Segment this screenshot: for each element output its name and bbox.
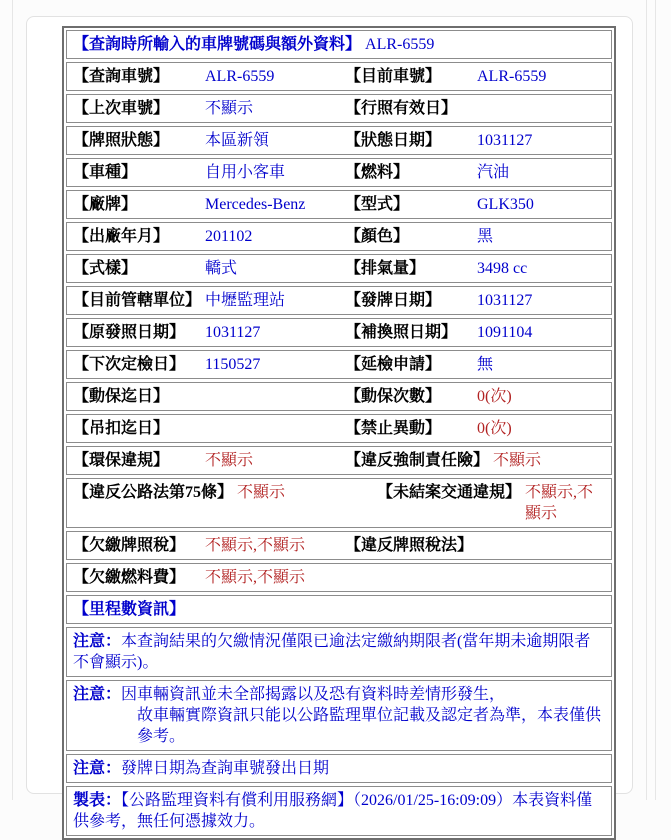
field-label-1: 【下次定檢日】 <box>73 356 186 373</box>
field-value-1: 1150527 <box>205 356 261 373</box>
field-label-2: 【排氣量】 <box>345 260 426 277</box>
field-label-1: 【動保迄日】 <box>73 388 170 405</box>
field-label-1: 【牌照狀態】 <box>73 132 170 149</box>
header-value: ALR-6559 <box>361 36 435 53</box>
field-value-1: 不顯示 <box>205 100 254 117</box>
field-value-1: 不顯示 <box>237 484 286 501</box>
field-label-1: 【環保違規】 <box>73 452 170 469</box>
field-label-2: 【發牌日期】 <box>345 292 442 309</box>
field-value-2: GLK350 <box>477 196 534 213</box>
field-label-1: 【吊扣迄日】 <box>73 420 170 437</box>
field-label-1: 【欠繳牌照稅】 <box>73 537 186 554</box>
frame-line-right-outer <box>655 0 656 800</box>
field-label-1: 【廠牌】 <box>73 196 138 213</box>
field-label-2: 【目前車號】 <box>345 68 442 85</box>
field-label-1: 【違反公路法第75條】 <box>73 484 234 501</box>
field-label-2: 【動保次數】 <box>345 388 442 405</box>
field-value-2: 1091104 <box>477 324 533 341</box>
table-row <box>66 563 612 592</box>
table-row <box>66 222 612 251</box>
table-row <box>66 286 612 315</box>
field-value-1: Mercedes-Benz <box>205 196 306 213</box>
note-text: 【公路監理資料有償利用服務網】（2026/01/25-16:09:09）本表資料僅供參考，無任何憑據效力。 <box>73 792 593 830</box>
field-label-2: 【禁止異動】 <box>345 420 442 437</box>
note-text: 本查詢結果的欠繳情況僅限已逾法定繳納期限者(當年期未逾期限者不會顯示)。 <box>73 633 591 671</box>
field-value-1: 中壢監理站 <box>205 292 286 309</box>
field-value-1: 201102 <box>205 228 253 245</box>
field-label-2: 【補換照日期】 <box>345 324 458 341</box>
field-value-2: 3498 cc <box>477 260 528 277</box>
table-row <box>66 382 612 411</box>
field-label-2: 【延檢申請】 <box>345 356 442 373</box>
note-text: 發牌日期為查詢車號發出日期 <box>121 760 330 777</box>
note-prefix: 注意： <box>73 633 122 650</box>
page-card <box>26 16 633 830</box>
field-label-2: 【違反強制責任險】 <box>345 452 490 469</box>
table-row <box>66 318 612 347</box>
table-header-row <box>66 30 612 59</box>
field-value-2: ALR-6559 <box>477 68 547 85</box>
field-value-2: 0(次) <box>477 388 512 405</box>
note-text: 故車輛實際資訊只能以公路監理單位記載及認定者為準，本表僅供參考。 <box>137 707 602 745</box>
header-label: 【查詢時所輸入的車牌號碼與額外資料】 <box>73 36 362 53</box>
field-label-1: 【上次車號】 <box>73 100 170 117</box>
field-value-2: 0(次) <box>477 420 512 437</box>
field-label-2: 【狀態日期】 <box>345 132 442 149</box>
table-row <box>66 531 612 560</box>
frame-line-right-inner <box>646 0 647 800</box>
field-value-2: 不顯示 <box>493 452 542 469</box>
field-value-1: 不顯示 <box>205 452 254 469</box>
note-prefix: 注意： <box>73 686 122 703</box>
field-label-2: 【燃料】 <box>345 164 410 181</box>
table-row <box>66 94 612 123</box>
field-label-2: 【未結案交通違規】 <box>377 484 522 501</box>
section-label: 【里程數資訊】 <box>73 601 186 618</box>
field-label-1: 【式樣】 <box>73 260 138 277</box>
field-label-1: 【出廠年月】 <box>73 228 170 245</box>
table-row <box>66 190 612 219</box>
field-label-1: 【車種】 <box>73 164 138 181</box>
table-row <box>66 414 612 443</box>
field-value-2: 1031127 <box>477 132 533 149</box>
field-label-1: 【原發照日期】 <box>73 324 186 341</box>
field-label-1: 【目前管轄單位】 <box>73 292 202 309</box>
field-value-2: 不顯示,不顯示 <box>525 484 594 522</box>
field-value-2: 1031127 <box>477 292 533 309</box>
field-value-2: 黑 <box>477 228 494 245</box>
table-row <box>66 478 612 528</box>
table-row <box>66 126 612 155</box>
field-value-1: 1031127 <box>205 324 261 341</box>
table-row <box>66 62 612 91</box>
field-value-1: 自用小客車 <box>205 164 286 181</box>
field-label-2: 【顏色】 <box>345 228 410 245</box>
table-row <box>66 254 612 283</box>
table-row <box>66 350 612 379</box>
vehicle-report-table <box>62 26 616 840</box>
note-row <box>66 754 612 783</box>
field-label-1: 【查詢車號】 <box>73 68 170 85</box>
field-value-1: 不顯示,不顯示 <box>205 569 306 586</box>
field-value-1: 本區新領 <box>205 132 270 149</box>
note-row <box>66 680 612 751</box>
field-label-1: 【欠繳燃料費】 <box>73 569 186 586</box>
note-prefix: 製表： <box>73 792 122 809</box>
field-label-2: 【型式】 <box>345 196 410 213</box>
field-value-1: ALR-6559 <box>205 68 275 85</box>
table-row <box>66 446 612 475</box>
field-value-2: 無 <box>477 356 494 373</box>
section-row <box>66 595 612 624</box>
field-label-2: 【行照有效日】 <box>345 100 458 117</box>
frame-line-left <box>12 0 13 800</box>
note-text: 因車輛資訊並未全部揭露以及恐有資料時差情形發生， <box>121 686 506 703</box>
field-value-1: 不顯示,不顯示 <box>205 537 306 554</box>
note-row <box>66 786 612 836</box>
field-value-1: 轎式 <box>205 260 238 277</box>
field-value-2: 汽油 <box>477 164 510 181</box>
table-row <box>66 158 612 187</box>
field-label-2: 【違反牌照稅法】 <box>345 537 474 554</box>
note-row <box>66 627 612 677</box>
note-prefix: 注意： <box>73 760 122 777</box>
